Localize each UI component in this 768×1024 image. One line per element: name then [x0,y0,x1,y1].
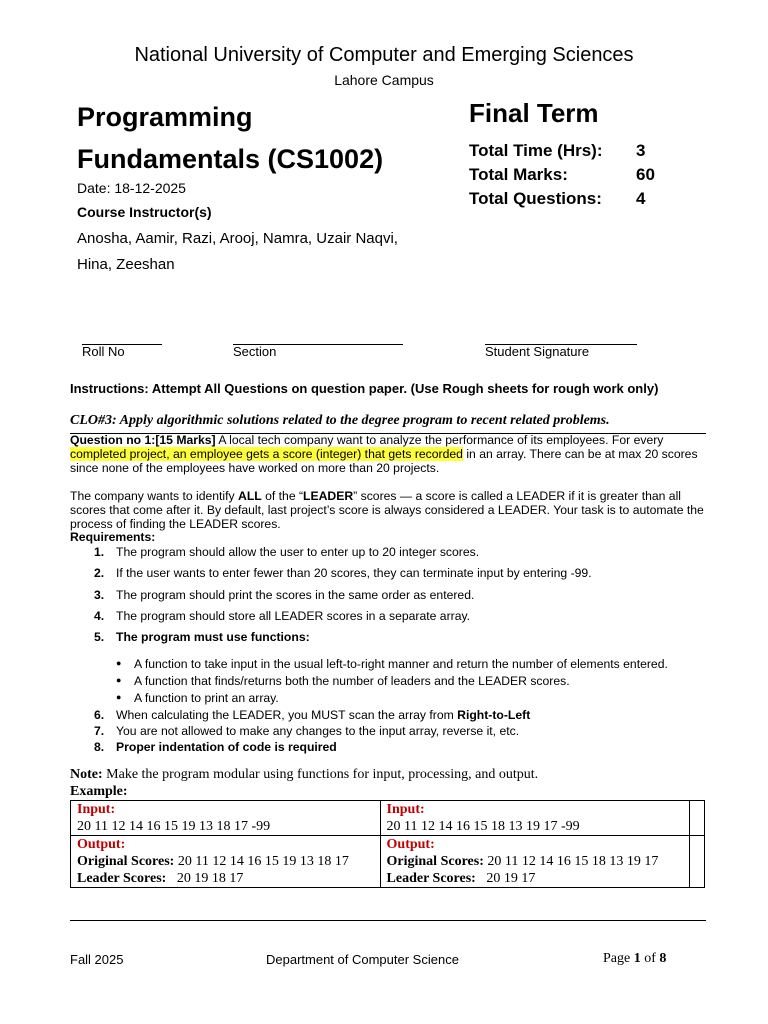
req-text: You are not allowed to make any changes to the input array, reverse it, etc. [116,724,520,738]
meta-label: Total Time (Hrs): [469,141,603,160]
bullet-icon: ● [116,658,122,668]
input-label: Input: [77,802,116,817]
page-total: 8 [659,951,667,966]
emphasis-all: ALL [238,489,262,503]
note [70,767,538,783]
exam-type: Final Term [469,98,599,128]
instructions: Instructions: Attempt All Questions on question paper. (Use Rough sheets for rough work only) [70,381,659,396]
example-input-cell [380,801,689,836]
req-num: 7. [94,724,105,738]
leader-scores [387,870,689,887]
highlighted-text: completed project, an employee gets a score (integer) that gets recorded [70,447,463,461]
req-num: 5. [94,630,105,644]
page-word: Page [603,951,634,966]
instructor-names: Anosha, Aamir, Razi, Arooj, Namra, Uzair Naqvi, Hina, Zeeshan [77,230,398,273]
meta-total-marks [469,165,669,185]
campus-name: Lahore Campus [334,72,434,88]
intro-text: A local tech company want to analyze the performance of its employees. For every [215,433,664,447]
leader-label: Leader Scores: [77,871,167,886]
course-title: Programming Fundamentals (CS1002) [77,102,384,174]
input-value: 20 11 12 14 16 15 19 13 18 17 -99 [77,819,271,834]
req-text: The program should store all LEADER scores in a separate array. [116,609,471,623]
output-label: Output: [77,837,126,852]
university-name: National University of Computer and Emerging Sciences [134,44,634,66]
footer-term: Fall 2025 [70,952,124,967]
desc-text: ” scores — a score is called a LEADER if it is greater than all scores that come after it. By default, last project’s score is always considered a LEADER. Your task is to automate the process of finding the LEADER scores. [70,489,704,531]
clo-statement: CLO#3: Apply algorithmic solutions related to the degree program to recent related problems. [70,413,610,428]
leader-value: 20 19 17 [475,871,536,886]
table-row [71,836,705,888]
original-scores [77,853,380,870]
leader-scores [77,870,380,887]
desc-text: of the “ [261,489,304,503]
meta-value: 4 [636,189,646,208]
meta-label: Total Marks: [469,165,568,184]
table-row [71,801,705,836]
example-output-cell [71,836,381,888]
note-text: Make the program modular using functions for input, processing, and output. [102,767,539,782]
empty-cell [690,801,705,836]
emphasis-leader: LEADER [303,489,354,503]
req-text-part: When calculating the LEADER, you MUST scan the array from [116,708,458,722]
original-label: Original Scores: [77,854,175,869]
footer-page-number [603,951,666,967]
bullet-text: A function that finds/returns both the number of leaders and the LEADER scores. [134,674,570,688]
meta-value: 3 [636,141,646,160]
meta-label: Total Questions: [469,189,602,208]
empty-cell [690,836,705,888]
example-output-cell [380,836,689,888]
page-num: 1 [633,951,641,966]
section-label: Section [233,344,277,359]
req-text-bold: Right-to-Left [457,708,531,722]
intro-text-cont: in an array. There can be at max 20 scores since none of the employees have worked on more than 20 projects. [70,447,698,475]
question-1-intro [70,433,710,475]
output-label: Output: [386,837,435,852]
bullet-text: A function to print an array. [134,691,279,705]
page-of: of [640,951,660,966]
req-text [116,708,530,722]
req-num: 6. [94,708,105,722]
original-value: 20 11 12 14 16 15 19 13 18 17 [174,854,349,869]
meta-total-questions [469,189,669,209]
req-text: The program should print the scores in the same order as entered. [116,588,475,602]
original-scores [387,853,689,870]
req-num: 2. [94,566,105,580]
req-text: Proper indentation of code is required [116,740,337,754]
exam-date: Date: 18-12-2025 [77,180,186,196]
original-value: 20 11 12 14 16 15 18 13 19 17 [483,854,659,869]
instructor-label: Course Instructor(s) [77,204,212,220]
note-label: Note: [70,767,103,782]
example-input-cell [71,801,381,836]
roll-no-label: Roll No [82,344,125,359]
input-value: 20 11 12 14 16 15 18 13 19 17 -99 [386,819,580,834]
original-label: Original Scores: [386,854,484,869]
req-num: 3. [94,588,105,602]
req-num: 1. [94,545,105,559]
example-label: Example: [70,784,128,799]
input-label: Input: [386,802,425,817]
signature-label: Student Signature [485,344,590,359]
question-1-description [70,489,710,531]
desc-text: The company wants to identify [70,489,239,503]
req-text: The program must use functions: [116,630,310,644]
requirements-label: Requirements: [70,530,156,544]
bullet-icon: ● [116,692,122,702]
bullet-icon: ● [116,675,122,685]
meta-total-time [469,141,669,161]
example-table [70,800,705,888]
meta-value: 60 [636,165,655,184]
footer-department: Department of Computer Science [266,952,459,967]
req-text: The program should allow the user to enter up to 20 integer scores. [116,545,480,559]
req-num: 8. [94,740,105,754]
req-num: 4. [94,609,105,623]
leader-label: Leader Scores: [386,871,476,886]
question-1-heading: Question no 1:[15 Marks] [70,433,216,447]
bullet-text: A function to take input in the usual left-to-right manner and return the number of elements entered. [134,657,668,671]
leader-value: 20 19 18 17 [166,871,244,886]
footer-divider [70,920,706,921]
req-text: If the user wants to enter fewer than 20 scores, they can terminate input by entering -99. [116,566,592,580]
